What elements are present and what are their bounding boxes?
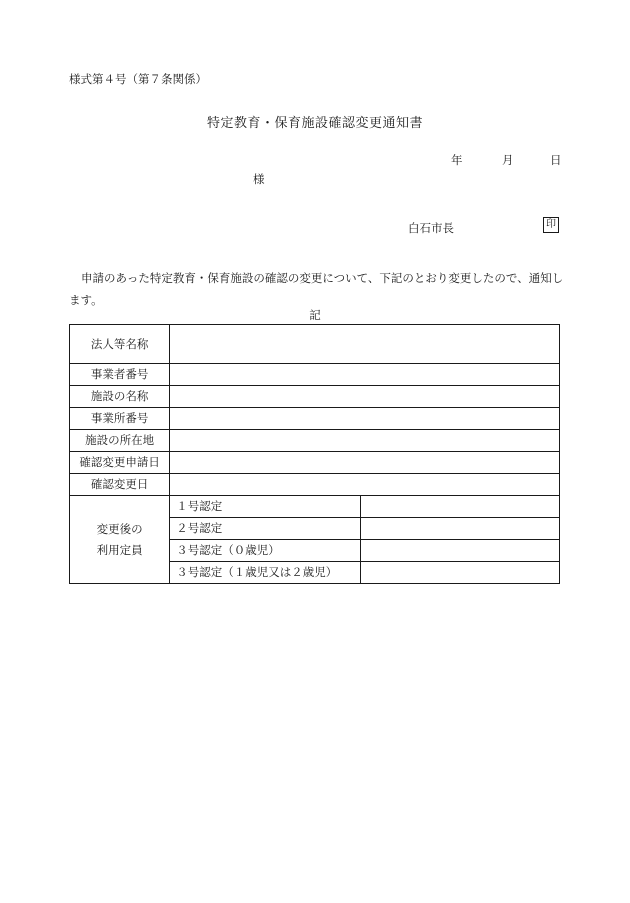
facility-address-field[interactable] bbox=[170, 430, 560, 452]
ki-heading: 記 bbox=[309, 308, 321, 322]
capacity-type-3-age0-field[interactable] bbox=[360, 540, 559, 562]
capacity-type-3-age1-2-field[interactable] bbox=[360, 562, 559, 584]
capacity-label-line2: 利用定員 bbox=[96, 542, 143, 557]
office-number-field[interactable] bbox=[170, 408, 560, 430]
change-application-date-field[interactable] bbox=[170, 452, 560, 474]
capacity-type-3-age0-label: ３号認定（０歳児） bbox=[170, 540, 360, 562]
capacity-type-1-label: １号認定 bbox=[170, 496, 360, 518]
table-row bbox=[70, 325, 560, 364]
row-label-business-number: 事業者番号 bbox=[70, 364, 170, 386]
issuer-name: 白石市長 bbox=[408, 221, 454, 235]
capacity-type-2-label: ２号認定 bbox=[170, 518, 360, 540]
table-row bbox=[70, 364, 560, 386]
capacity-type-3-age1-2-label: ３号認定（１歳児又は２歳児） bbox=[170, 562, 360, 584]
seal-mark: 印 bbox=[543, 217, 559, 233]
table-row bbox=[70, 496, 560, 518]
date-month-label: 月 bbox=[502, 153, 514, 167]
table-row bbox=[70, 386, 560, 408]
table-row bbox=[70, 430, 560, 452]
capacity-type-2-field[interactable] bbox=[360, 518, 559, 540]
row-label-facility-address: 施設の所在地 bbox=[70, 430, 170, 452]
table-row bbox=[70, 452, 560, 474]
capacity-group-label bbox=[70, 496, 170, 584]
row-label-corporation-name: 法人等名称 bbox=[70, 325, 170, 364]
document-title: 特定教育・保育施設確認変更通知書 bbox=[206, 116, 423, 131]
row-label-facility-name: 施設の名称 bbox=[70, 386, 170, 408]
notice-body-text: 申請のあった特定教育・保育施設の確認の変更について、下記のとおり変更したので、通知します。 bbox=[69, 271, 564, 307]
capacity-label-line1: 変更後の bbox=[96, 521, 143, 536]
row-label-change-application-date: 確認変更申請日 bbox=[70, 452, 170, 474]
facility-info-table bbox=[69, 324, 560, 584]
facility-name-field[interactable] bbox=[170, 386, 560, 408]
row-label-office-number: 事業所番号 bbox=[70, 408, 170, 430]
row-label-change-date: 確認変更日 bbox=[70, 474, 170, 496]
addressee-suffix: 様 bbox=[253, 172, 265, 186]
capacity-type-1-field[interactable] bbox=[360, 496, 559, 518]
table-row bbox=[70, 408, 560, 430]
business-number-field[interactable] bbox=[170, 364, 560, 386]
table-row bbox=[70, 474, 560, 496]
date-year-label: 年 bbox=[451, 153, 463, 167]
corporation-name-field[interactable] bbox=[170, 325, 560, 364]
form-number: 様式第４号（第７条関係） bbox=[69, 72, 207, 86]
change-date-field[interactable] bbox=[170, 474, 560, 496]
date-day-label: 日 bbox=[550, 153, 562, 167]
